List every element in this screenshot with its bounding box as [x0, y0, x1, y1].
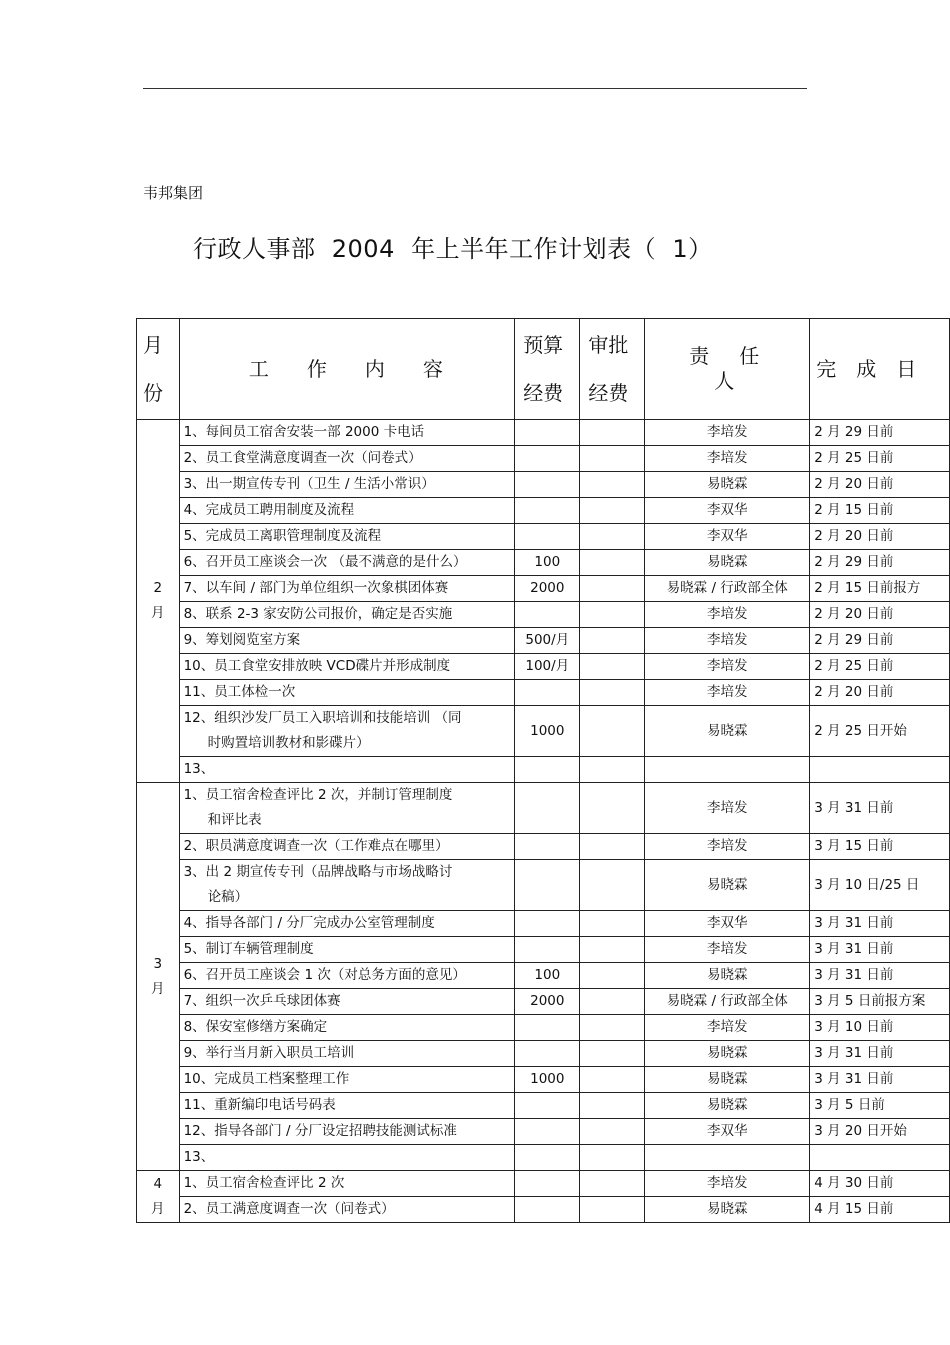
- person-cell: 易晓霖: [645, 860, 810, 911]
- done-date-cell: 2 月 20 日前: [810, 680, 950, 706]
- month-number: 4: [153, 1175, 163, 1192]
- done-date-cell: 3 月 31 日前: [810, 783, 950, 834]
- table-row: [137, 1067, 950, 1093]
- person-cell: 李培发: [645, 420, 810, 446]
- work-item-line: 3、出 2 期宣传专刊（品牌战略与市场战略讨: [183, 864, 453, 880]
- budget-cell: 100/月: [515, 654, 580, 680]
- budget-cell: [515, 602, 580, 628]
- done-date-cell: 3 月 5 日前: [810, 1093, 950, 1119]
- person-cell: 李双华: [645, 911, 810, 937]
- work-item-cell: 2、员工食堂满意度调查一次（问卷式）: [179, 446, 515, 472]
- done-date-cell: 2 月 25 日开始: [810, 706, 950, 757]
- table-row: [137, 1171, 950, 1197]
- person-cell: 李培发: [645, 834, 810, 860]
- table-row: [137, 860, 950, 911]
- done-date-cell: 2 月 20 日前: [810, 472, 950, 498]
- approved-cell: [580, 446, 645, 472]
- approved-cell: [580, 1093, 645, 1119]
- work-item-cell: 13、: [179, 757, 515, 783]
- budget-cell: [515, 1041, 580, 1067]
- done-date-cell: 2 月 25 日前: [810, 446, 950, 472]
- work-item-cell: [179, 706, 515, 757]
- budget-cell: [515, 1015, 580, 1041]
- done-date-cell: 2 月 20 日前: [810, 602, 950, 628]
- work-item-cell: 2、员工满意度调查一次（问卷式）: [179, 1197, 515, 1223]
- done-date-cell: 3 月 20 日开始: [810, 1119, 950, 1145]
- done-date-cell: [810, 1145, 950, 1171]
- budget-cell: [515, 1119, 580, 1145]
- done-date-cell: 3 月 31 日前: [810, 1067, 950, 1093]
- work-item-line: 和评比表: [207, 812, 262, 828]
- person-cell: 易晓霖 / 行政部全体: [645, 576, 810, 602]
- done-date-cell: 4 月 30 日前: [810, 1171, 950, 1197]
- budget-cell: 1000: [515, 1067, 580, 1093]
- approved-cell: [580, 654, 645, 680]
- budget-cell: [515, 472, 580, 498]
- budget-cell: [515, 911, 580, 937]
- table-header-row: [137, 319, 950, 420]
- work-item-cell: 6、召开员工座谈会一次 （最不满意的是什么）: [179, 550, 515, 576]
- person-cell: 李双华: [645, 1119, 810, 1145]
- done-date-cell: 2 月 29 日前: [810, 628, 950, 654]
- budget-cell: [515, 757, 580, 783]
- table-row: [137, 446, 950, 472]
- work-item-cell: [179, 783, 515, 834]
- done-date-cell: [810, 757, 950, 783]
- person-cell: 李培发: [645, 602, 810, 628]
- work-item-cell: 10、员工食堂安排放映 VCD碟片并形成制度: [179, 654, 515, 680]
- person-cell: [645, 757, 810, 783]
- person-cell: 李培发: [645, 680, 810, 706]
- work-item-cell: 7、组织一次乒乓球团体赛: [179, 989, 515, 1015]
- work-item-line: 1、员工宿舍检查评比 2 次，并制订管理制度: [183, 787, 453, 803]
- table-row: [137, 834, 950, 860]
- person-cell: 李培发: [645, 654, 810, 680]
- approved-cell: [580, 860, 645, 911]
- budget-cell: [515, 524, 580, 550]
- work-item-cell: 1、员工宿舍检查评比 2 次: [179, 1171, 515, 1197]
- table-row: [137, 654, 950, 680]
- table-row: [137, 963, 950, 989]
- approved-cell: [580, 937, 645, 963]
- person-cell: 李培发: [645, 446, 810, 472]
- person-cell: 易晓霖: [645, 963, 810, 989]
- person-cell: 易晓霖: [645, 1093, 810, 1119]
- person-cell: 李培发: [645, 1015, 810, 1041]
- person-cell: 易晓霖: [645, 472, 810, 498]
- table-row: [137, 757, 950, 783]
- month-cell: [137, 1171, 180, 1223]
- work-item-cell: 9、筹划阅览室方案: [179, 628, 515, 654]
- budget-cell: 100: [515, 963, 580, 989]
- work-item-cell: 11、员工体检一次: [179, 680, 515, 706]
- done-date-cell: 3 月 5 日前报方案: [810, 989, 950, 1015]
- person-cell: 李双华: [645, 524, 810, 550]
- budget-cell: [515, 834, 580, 860]
- work-item-cell: 4、完成员工聘用制度及流程: [179, 498, 515, 524]
- table-row: [137, 706, 950, 757]
- table-row: [137, 524, 950, 550]
- table-row: [137, 1015, 950, 1041]
- budget-cell: [515, 860, 580, 911]
- work-item-cell: 10、完成员工档案整理工作: [179, 1067, 515, 1093]
- work-item-line: 时购置培训教材和影碟片）: [207, 735, 370, 751]
- approved-cell: [580, 1015, 645, 1041]
- approved-cell: [580, 911, 645, 937]
- done-date-cell: 2 月 15 日前: [810, 498, 950, 524]
- work-item-cell: 8、保安室修缮方案确定: [179, 1015, 515, 1041]
- month-unit: 月: [151, 1200, 165, 1217]
- person-cell: 李培发: [645, 628, 810, 654]
- budget-cell: [515, 1171, 580, 1197]
- budget-cell: 100: [515, 550, 580, 576]
- done-date-cell: 2 月 25 日前: [810, 654, 950, 680]
- done-date-cell: 3 月 15 日前: [810, 834, 950, 860]
- month-number: 3: [153, 955, 163, 972]
- approved-cell: [580, 783, 645, 834]
- approved-cell: [580, 1171, 645, 1197]
- approved-cell: [580, 1067, 645, 1093]
- work-item-cell: 3、出一期宣传专刊（卫生 / 生活小常识）: [179, 472, 515, 498]
- done-date-cell: 3 月 31 日前: [810, 963, 950, 989]
- month-number: 2: [153, 580, 163, 596]
- month-cell: [137, 783, 180, 1171]
- work-item-cell: 4、指导各部门 / 分厂完成办公室管理制度: [179, 911, 515, 937]
- work-item-cell: 11、重新编印电话号码表: [179, 1093, 515, 1119]
- budget-cell: [515, 446, 580, 472]
- done-date-cell: 3 月 10 日/25 日: [810, 860, 950, 911]
- work-item-cell: 9、举行当月新入职员工培训: [179, 1041, 515, 1067]
- approved-cell: [580, 757, 645, 783]
- table-row: [137, 498, 950, 524]
- work-item-cell: 6、召开员工座谈会 1 次（对总务方面的意见）: [179, 963, 515, 989]
- budget-cell: [515, 680, 580, 706]
- approved-cell: [580, 420, 645, 446]
- done-date-cell: 3 月 31 日前: [810, 911, 950, 937]
- document-title: 行政人事部 2004 年上半年工作计划表（ 1）: [193, 235, 713, 263]
- header-person: 责任人: [645, 319, 810, 420]
- header-budget: 预算 经费: [515, 319, 580, 420]
- done-date-cell: 2 月 20 日前: [810, 524, 950, 550]
- company-name: 韦邦集团: [143, 184, 204, 202]
- work-item-cell: 2、职员满意度调查一次（工作难点在哪里）: [179, 834, 515, 860]
- month-unit: 月: [151, 605, 165, 621]
- done-date-cell: 3 月 10 日前: [810, 1015, 950, 1041]
- person-cell: 李培发: [645, 1171, 810, 1197]
- work-item-cell: 12、指导各部门 / 分厂设定招聘技能测试标准: [179, 1119, 515, 1145]
- person-cell: [645, 1145, 810, 1171]
- person-cell: 李培发: [645, 783, 810, 834]
- table-row: [137, 1041, 950, 1067]
- approved-cell: [580, 628, 645, 654]
- table-row: [137, 783, 950, 834]
- approved-cell: [580, 1197, 645, 1223]
- work-item-cell: 13、: [179, 1145, 515, 1171]
- work-plan-table: [136, 318, 950, 1223]
- approved-cell: [580, 524, 645, 550]
- work-item-cell: 7、以车间 / 部门为单位组织一次象棋团体赛: [179, 576, 515, 602]
- budget-cell: [515, 1093, 580, 1119]
- approved-cell: [580, 834, 645, 860]
- work-item-line: 12、组织沙发厂员工入职培训和技能培训 （同: [183, 710, 462, 726]
- header-done: 完成日: [810, 319, 950, 420]
- table-row: [137, 576, 950, 602]
- table-row: [137, 911, 950, 937]
- done-date-cell: 2 月 29 日前: [810, 550, 950, 576]
- person-cell: 李双华: [645, 498, 810, 524]
- header-work-content: 工作内容: [179, 319, 515, 420]
- person-cell: 易晓霖: [645, 1041, 810, 1067]
- budget-cell: [515, 1145, 580, 1171]
- month-cell: [137, 420, 180, 783]
- person-cell: 易晓霖: [645, 706, 810, 757]
- person-cell: 李培发: [645, 937, 810, 963]
- work-item-cell: 1、每间员工宿舍安装一部 2000 卡电话: [179, 420, 515, 446]
- table-row: [137, 472, 950, 498]
- done-date-cell: 3 月 31 日前: [810, 937, 950, 963]
- work-item-cell: [179, 860, 515, 911]
- work-item-cell: 5、完成员工离职管理制度及流程: [179, 524, 515, 550]
- work-item-cell: 5、制订车辆管理制度: [179, 937, 515, 963]
- table-row: [137, 420, 950, 446]
- budget-cell: [515, 1197, 580, 1223]
- table-row: [137, 989, 950, 1015]
- table-row: [137, 550, 950, 576]
- approved-cell: [580, 602, 645, 628]
- approved-cell: [580, 1145, 645, 1171]
- approved-cell: [580, 989, 645, 1015]
- approved-cell: [580, 1119, 645, 1145]
- done-date-cell: 2 月 15 日前报方: [810, 576, 950, 602]
- table-row: [137, 1197, 950, 1223]
- table-row: [137, 628, 950, 654]
- table-row: [137, 1093, 950, 1119]
- person-cell: 易晓霖: [645, 550, 810, 576]
- approved-cell: [580, 550, 645, 576]
- approved-cell: [580, 1041, 645, 1067]
- table-row: [137, 1119, 950, 1145]
- table-row: [137, 680, 950, 706]
- done-date-cell: 4 月 15 日前: [810, 1197, 950, 1223]
- approved-cell: [580, 706, 645, 757]
- person-cell: 易晓霖: [645, 1067, 810, 1093]
- approved-cell: [580, 963, 645, 989]
- budget-cell: 1000: [515, 706, 580, 757]
- approved-cell: [580, 576, 645, 602]
- header-approved: 审批 经费: [580, 319, 645, 420]
- budget-cell: [515, 498, 580, 524]
- done-date-cell: 2 月 29 日前: [810, 420, 950, 446]
- budget-cell: [515, 937, 580, 963]
- budget-cell: [515, 420, 580, 446]
- person-cell: 易晓霖: [645, 1197, 810, 1223]
- work-item-line: 论稿）: [207, 889, 249, 905]
- person-cell: 易晓霖 / 行政部全体: [645, 989, 810, 1015]
- approved-cell: [580, 472, 645, 498]
- approved-cell: [580, 498, 645, 524]
- table-row: [137, 937, 950, 963]
- approved-cell: [580, 680, 645, 706]
- header-month: 月 份: [137, 319, 180, 420]
- table-row: [137, 1145, 950, 1171]
- budget-cell: 2000: [515, 989, 580, 1015]
- top-rule: [143, 88, 807, 89]
- done-date-cell: 3 月 31 日前: [810, 1041, 950, 1067]
- table-row: [137, 602, 950, 628]
- budget-cell: 2000: [515, 576, 580, 602]
- month-unit: 月: [151, 980, 165, 997]
- budget-cell: 500/月: [515, 628, 580, 654]
- budget-cell: [515, 783, 580, 834]
- work-item-cell: 8、联系 2-3 家安防公司报价，确定是否实施: [179, 602, 515, 628]
